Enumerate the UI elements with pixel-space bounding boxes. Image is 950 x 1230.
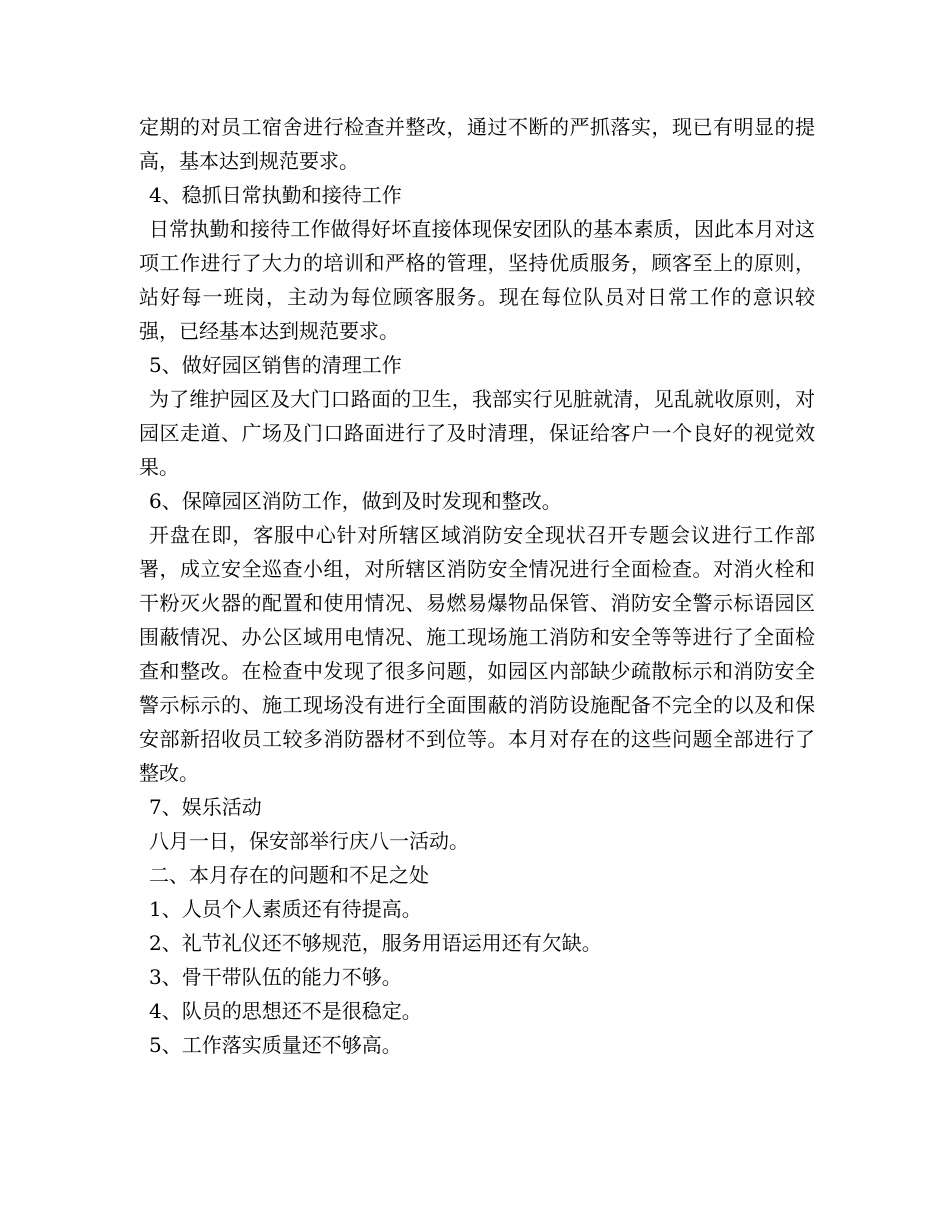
paragraph-park-cleaning: 为了维护园区及大门口路面的卫生，我部实行见脏就清，见乱就收原则，对园区走道、广场及门口路面进行了及时清理，保证给客户一个良好的视觉效果。 <box>139 387 815 479</box>
paragraph-fire-safety: 开盘在即，客服中心针对所辖区域消防安全现状召开专题会议进行工作部署，成立安全巡查小组，对所辖区消防安全情况进行全面检查。对消火栓和干粉灭火器的配置和使用情况、易燃易爆物品保管、消防安全警示标语园区围蔽情况、办公区域用电情况、施工现场施工消防和安全等等进行了全面检查和整改。在检查中发现了很多问题，如园区内部缺少疏散标示和消防安全警示标示的、施工现场没有进行全面围蔽的消防设施配备不完全的以及和保安部新招收员工较多消防器材不到位等。本月对存在的这些问题全部进行了整改。 <box>139 523 815 785</box>
list-item-problem-4: 4、队员的思想还不是很稳定。 <box>149 999 422 1023</box>
paragraph-duty-reception: 日常执勤和接待工作做得好坏直接体现保安团队的基本素质，因此本月对这项工作进行了大力的培训和严格的管理，坚持优质服务，顾客至上的原则，站好每一班岗，主动为每位顾客服务。现在每位队员对日常工作的意识较强，已经基本达到规范要求。 <box>139 217 815 343</box>
list-item-problem-5: 5、工作落实质量还不够高。 <box>149 1033 402 1057</box>
paragraph-entertainment: 八月一日，保安部举行庆八一活动。 <box>149 829 469 853</box>
heading-park-cleaning: 5、做好园区销售的清理工作 <box>149 353 402 377</box>
document-body <box>139 110 815 1062</box>
heading-entertainment: 7、娱乐活动 <box>149 795 262 819</box>
heading-problems: 二、本月存在的问题和不足之处 <box>149 863 429 887</box>
list-item-problem-3: 3、骨干带队伍的能力不够。 <box>149 965 402 989</box>
paragraph-dormitory-inspection: 定期的对员工宿舍进行检查并整改，通过不断的严抓落实，现已有明显的提高，基本达到规范要求。 <box>139 115 815 173</box>
heading-duty-reception: 4、稳抓日常执勤和接待工作 <box>149 183 402 207</box>
list-item-problem-1: 1、人员个人素质还有待提高。 <box>149 897 422 921</box>
list-item-problem-2: 2、礼节礼仪还不够规范，服务用语运用还有欠缺。 <box>149 931 602 955</box>
heading-fire-safety: 6、保障园区消防工作，做到及时发现和整改。 <box>149 489 562 513</box>
